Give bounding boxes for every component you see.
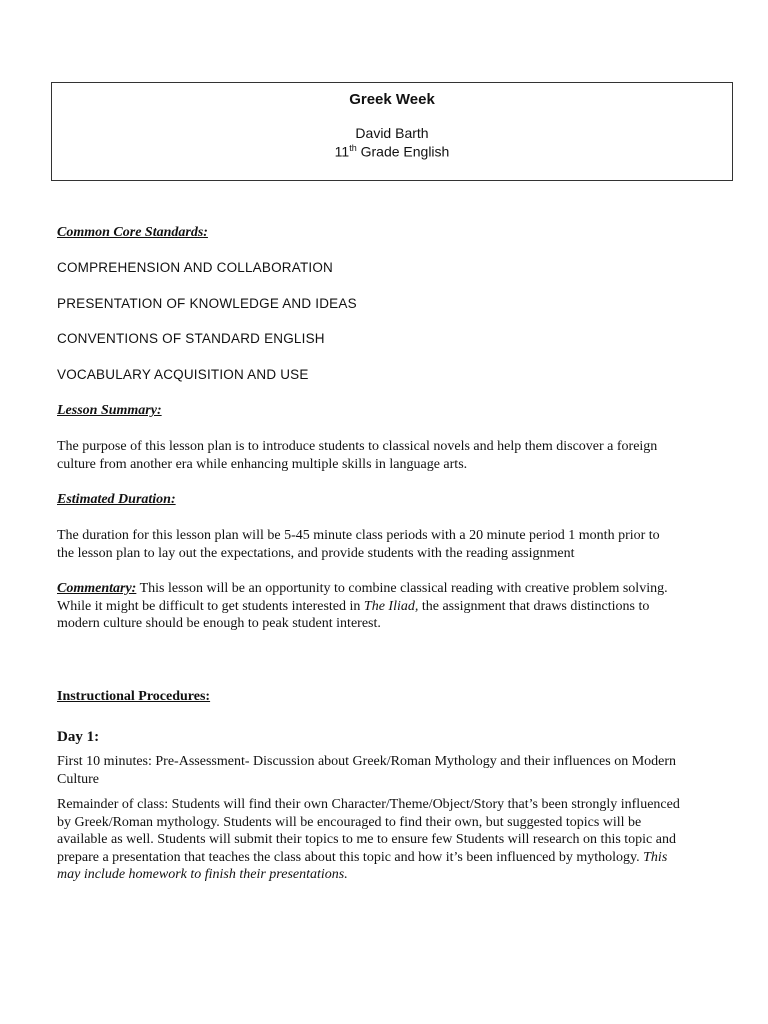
commentary-heading: Commentary:: [57, 581, 137, 596]
commentary-text: [57, 580, 737, 633]
day1-line: Remainder of class: Students will find their own Character/Theme/Object/Story that’s been strongly influenced: [57, 797, 680, 812]
duration-text: [57, 527, 737, 562]
day1-heading: Day 1:: [57, 729, 100, 745]
document-title: Greek Week: [349, 91, 435, 108]
commentary-line: This lesson will be an opportunity to combine classical reading with creative problem solving.: [136, 581, 668, 596]
commentary-line: modern culture should be enough to peak student interest.: [57, 616, 381, 631]
standard-item: CONVENTIONS OF STANDARD ENGLISH: [57, 331, 325, 346]
duration-line: the lesson plan to lay out the expectations, and provide students with the reading assignment: [57, 545, 575, 561]
commentary-line: While it might be difficult to get students interested in: [57, 598, 364, 614]
grade-rest: Grade English: [356, 143, 450, 160]
day1-paragraph-1: [57, 753, 737, 788]
summary-heading: Lesson Summary:: [57, 403, 162, 418]
standard-item: COMPREHENSION AND COLLABORATION: [57, 260, 333, 275]
standard-item: VOCABULARY ACQUISITION AND USE: [57, 367, 309, 382]
duration-heading: Estimated Duration:: [57, 492, 176, 507]
summary-line: The purpose of this lesson plan is to introduce students to classical novels and help them discover a foreign: [57, 439, 658, 454]
commentary-line: the assignment that draws distinctions to: [418, 598, 650, 614]
day1-italic-note: may include homework to finish their presentations.: [57, 867, 348, 882]
day1-paragraph-2: [57, 796, 737, 884]
author-name: David Barth: [355, 125, 429, 141]
procedures-heading: Instructional Procedures:: [57, 689, 211, 704]
day1-line: Culture: [57, 771, 99, 787]
summary-text: [57, 438, 737, 473]
standard-item: PRESENTATION OF KNOWLEDGE AND IDEAS: [57, 296, 357, 311]
day1-line: by Greek/Roman mythology. Students will be encouraged to find their own, but suggested topics will be: [57, 814, 642, 830]
day1-line: available as well. Students will submit their topics to me to ensure few Students will research on this topic and: [57, 832, 676, 847]
duration-line: The duration for this lesson plan will be 5-45 minute class periods with a 20 minute period 1 month prior to: [57, 528, 660, 543]
grade-suffix: th: [349, 143, 357, 153]
standards-heading: Common Core Standards:: [57, 225, 208, 240]
book-title: The Iliad,: [363, 598, 419, 614]
day1-italic-note: This: [643, 849, 668, 865]
grade-number: 11: [334, 143, 350, 160]
summary-line: culture from another era while enhancing multiple skills in language arts.: [57, 456, 468, 472]
grade-line: [52, 143, 732, 160]
day1-line: prepare a presentation that teaches the class about this topic and how it’s been influenced by mythology.: [57, 849, 644, 865]
title-box: [51, 82, 733, 181]
day1-line: First 10 minutes: Pre-Assessment- Discussion about Greek/Roman Mythology and their influences on Modern: [57, 754, 677, 769]
